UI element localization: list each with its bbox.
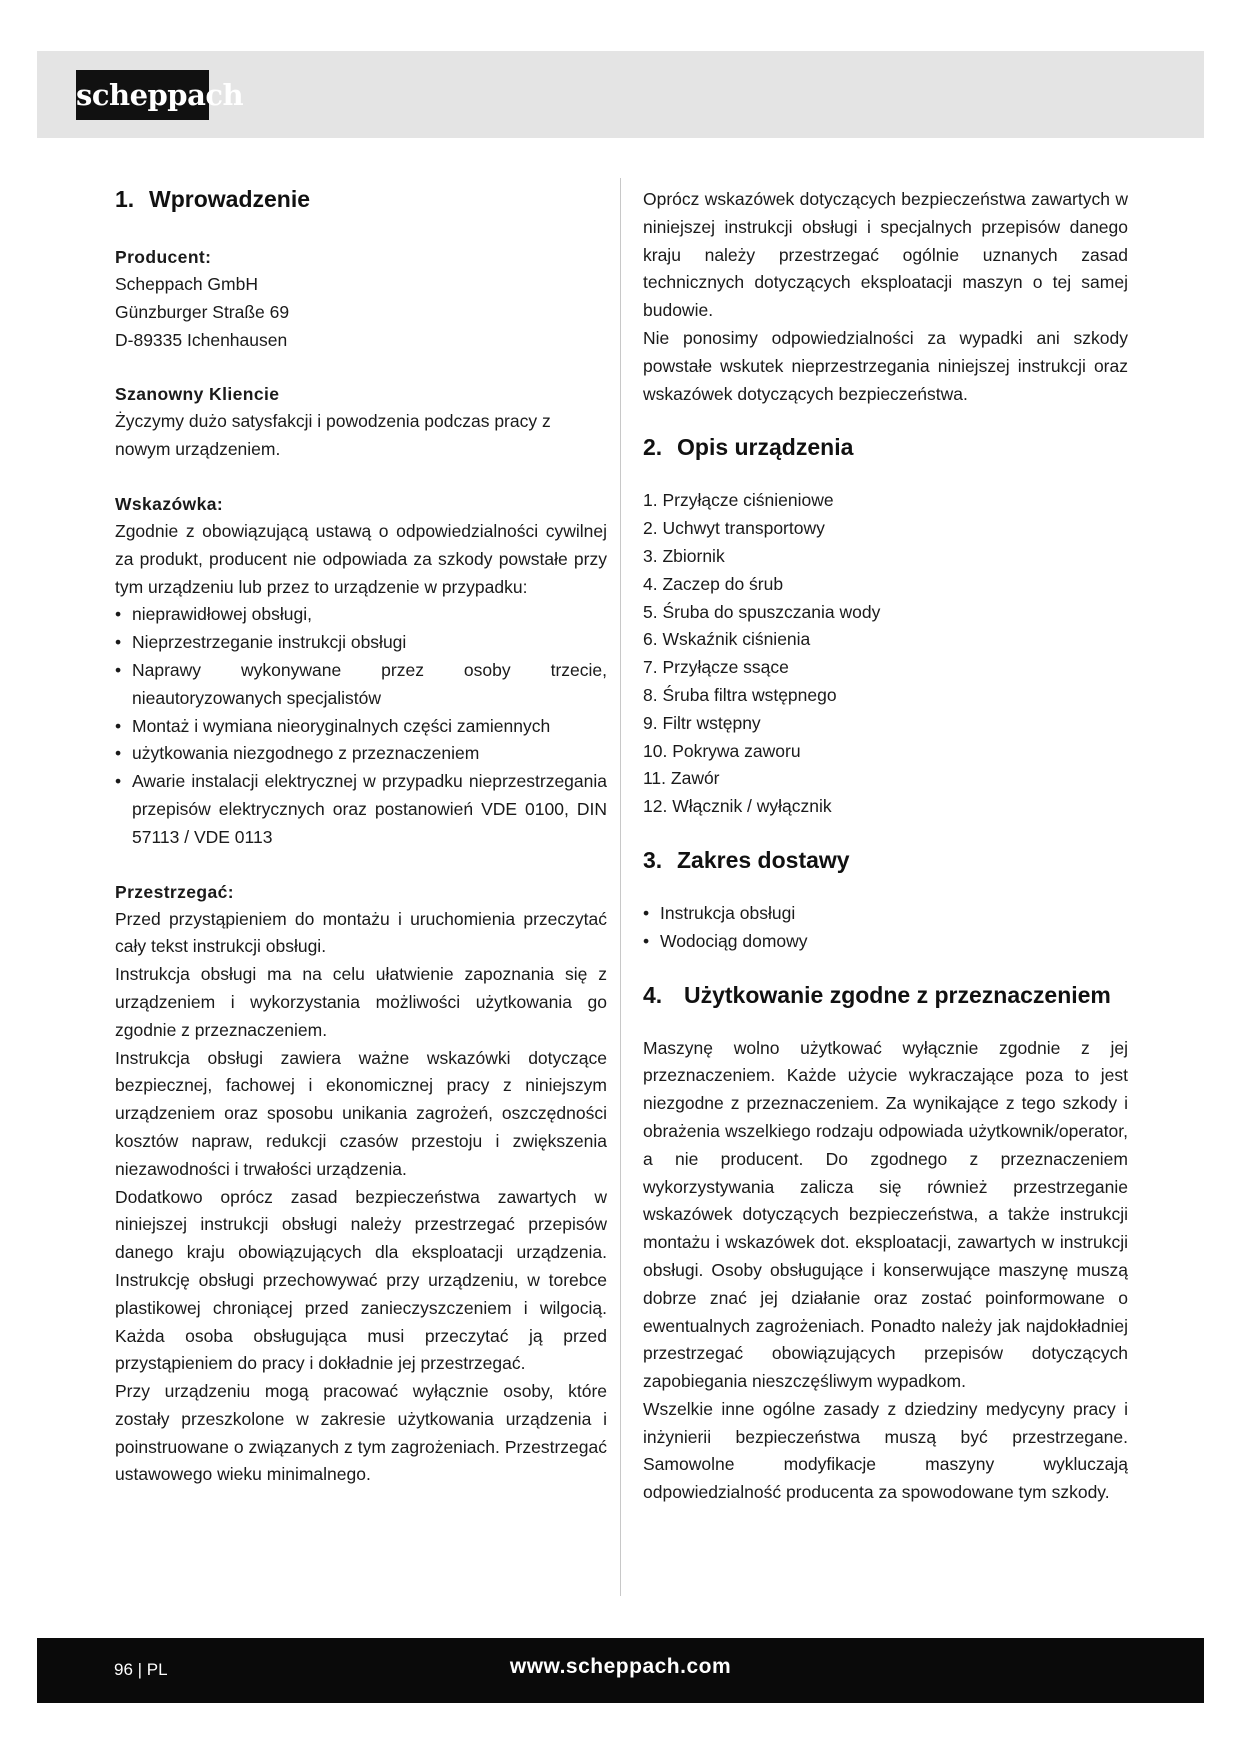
list-item: • Awarie instalacji elektrycznej w przypadku nieprzestrzegania przepisów elektrycznych oraz postanowień VDE 0100, DIN 57113 / VDE 0113 — [115, 768, 607, 851]
section-3-heading: 3. Zakres dostawy — [643, 846, 850, 873]
observe-paragraph: Instrukcja obsługi ma na celu ułatwienie zapoznania się z urządzeniem i wykorzystania możliwości użytkowania go zgodnie z przeznaczeniem. — [115, 964, 607, 1040]
list-item: 8. Śruba filtra wstępnego — [643, 684, 837, 705]
list-item: 1. Przyłącze ciśnieniowe — [643, 490, 834, 511]
intro-paragraph: Oprócz wskazówek dotyczących bezpieczeństwa zawartych w niniejszej instrukcji obsługi i specjalnych przepisów danego kraju należy przestrzegać ogólnie uznanych zasad technicznych dotyczących eksploatacji maszyn o tej samej budowie. — [643, 189, 1128, 321]
observe-paragraph: Instrukcja obsługi zawiera ważne wskazówki dotyczące bezpiecznej, fachowej i ekonomicznej pracy z niniejszym urządzeniem oraz sposobu unikania zagrożeń, oszczędności kosztów napraw, redukcji czasów przestoju i zwiększenia niezawodności i trwałości urządzenia. — [115, 1047, 607, 1179]
note-list — [115, 601, 607, 851]
list-item: • Montaż i wymiana nieoryginalnych części zamiennych — [115, 713, 607, 741]
scope-list — [643, 900, 1128, 956]
use-paragraph: Maszynę wolno użytkować wyłącznie zgodnie z jej przeznaczeniem. Każde użycie wykraczające poza to jest niezgodne z przeznaczeniem. Za wynikające z tego szkody i obrażenia wszelkiego rodzaju odpowiada użytkownik/operator, a nie producent. Do zgodnego z przeznaczeniem wykorzystywania zalicza się również przestrzeganie wskazówek dotyczących bezpieczeństwa, a także instrukcji montażu i wskazówek dot. eksploatacji, zawartych w instrukcji obsługi. Osoby obsługujące i konserwujące maszynę muszą dobrze znać jej działanie oraz zostać poinformowane o ewentualnych zagrożeniach. Ponadto należy jak najdokładniej przestrzegać obowiązujących przepisów dotyczących zapobiegania nieszczęśliwym wypadkom. — [643, 1037, 1128, 1392]
list-item: 4. Zaczep do śrub — [643, 573, 784, 594]
observe-paragraph: Przed przystąpieniem do montażu i uruchomienia przeczytać cały tekst instrukcji obsługi. — [115, 908, 607, 957]
producer-line: Günzburger Straße 69 — [115, 301, 290, 322]
list-item: 10. Pokrywa zaworu — [643, 740, 801, 761]
left-column — [115, 186, 607, 1489]
customer-text: Życzymy dużo satysfakcji i powodzenia podczas pracy z nowym urządzeniem. — [115, 411, 551, 460]
footer-bar — [37, 1638, 1204, 1703]
observe-paragraph: Przy urządzeniu mogą pracować wyłącznie osoby, które zostały przeszkolone w zakresie użytkowania urządzenia i poinstruowane o związanych z tym zagrożeniach. Przestrzegać ustawowego wieku minimalnego. — [115, 1381, 607, 1485]
list-item: 5. Śruba do spuszczania wody — [643, 601, 881, 622]
producer-line: D-89335 Ichenhausen — [115, 329, 288, 350]
producer-label: Producent: — [115, 247, 212, 267]
right-column — [643, 186, 1128, 1507]
section-1-heading: 1. Wprowadzenie — [115, 186, 311, 212]
list-item: 2. Uchwyt transportowy — [643, 518, 825, 539]
note-text: Zgodnie z obowiązującą ustawą o odpowiedzialności cywilnej za produkt, producent nie odpowiada za szkody powstałe przy tym urządzeniu lub przez to urządzenie w przypadku: — [115, 520, 607, 597]
observe-paragraph: Dodatkowo oprócz zasad bezpieczeństwa zawartych w niniejszej instrukcji obsługi należy przestrzegać przepisów danego kraju obowiązujących dla eksploatacji urządzenia. Instrukcję obsługi przechowywać przy urządzeniu, w torebce plastikowej chroniącej przed zanieczyszczeniem i wilgocią. Każda osoba obsługująca musi przeczytać ją przed przystąpieniem do pracy i dokładnie jej przestrzegać. — [115, 1186, 607, 1374]
list-item: • Instrukcja obsługi — [643, 900, 1128, 928]
page-number: 96 | PL — [114, 1660, 168, 1679]
producer-line: Scheppach GmbH — [115, 274, 258, 294]
website-link[interactable]: www.scheppach.com — [509, 1655, 732, 1678]
list-item: 7. Przyłącze ssące — [643, 657, 789, 678]
list-item: • Nieprzestrzeganie instrukcji obsługi — [115, 629, 607, 657]
list-item: • nieprawidłowej obsługi, — [115, 601, 607, 629]
column-divider — [620, 178, 621, 1596]
list-item: • Naprawy wykonywane przez osoby trzecie, nieautoryzowanych specjalistów — [115, 657, 607, 713]
list-item: • użytkowania niezgodnego z przeznaczeniem — [115, 740, 607, 768]
list-item: 6. Wskaźnik ciśnienia — [643, 629, 811, 650]
list-item: • Wodociąg domowy — [643, 928, 1128, 956]
list-item: 11. Zawór — [643, 768, 720, 789]
use-paragraph: Wszelkie inne ogólne zasady z dziedziny medycyny pracy i inżynierii bezpieczeństwa muszą być przestrzegane. Samowolne modyfikacje maszyny wykluczają odpowiedzialność producenta za spowodowane tym szkody. — [643, 1398, 1128, 1503]
customer-label: Szanowny Kliencie — [115, 384, 280, 405]
note-label: Wskazówka: — [115, 493, 224, 514]
intro-paragraph: Nie ponosimy odpowiedzialności za wypadki ani szkody powstałe wskutek nieprzestrzegania niniejszej instrukcji oraz wskazówek dotyczących bezpieczeństwa. — [643, 327, 1128, 404]
list-item: 9. Filtr wstępny — [643, 712, 761, 733]
parts-list — [643, 487, 1128, 821]
observe-label: Przestrzegać: — [115, 881, 235, 902]
section-2-heading: 2. Opis urządzenia — [643, 434, 854, 461]
section-4-heading: 4. Użytkowanie zgodne z przeznaczeniem — [643, 981, 1111, 1008]
list-item: 3. Zbiornik — [643, 545, 725, 566]
list-item: 12. Włącznik / wyłącznik — [643, 796, 832, 817]
scheppach-logo: scheppach — [76, 70, 209, 120]
